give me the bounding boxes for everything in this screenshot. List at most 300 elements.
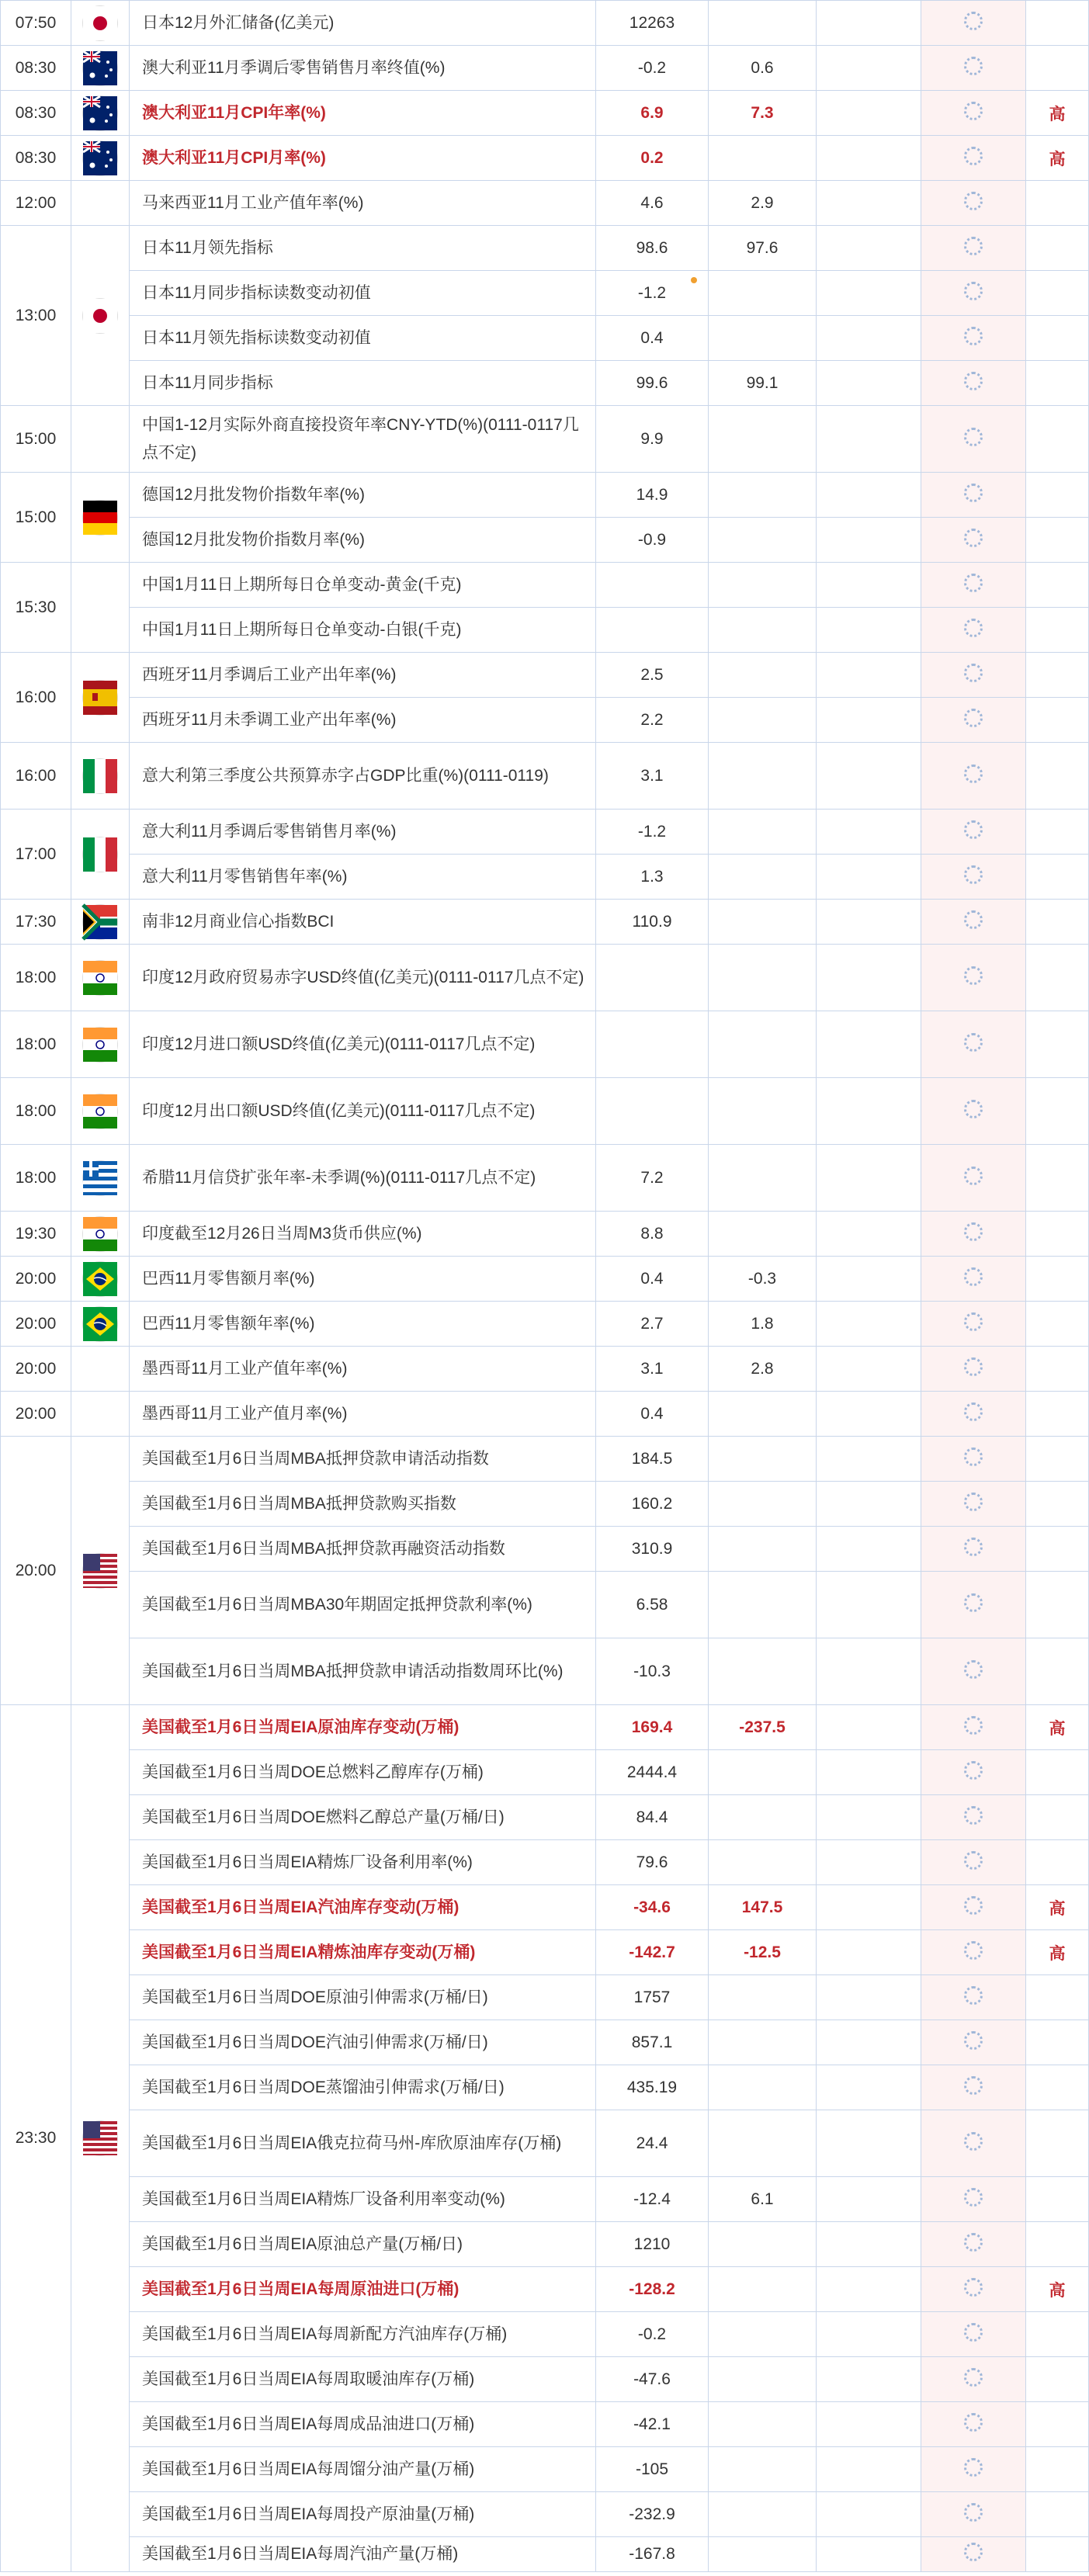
importance-badge [1026,2020,1089,2065]
event-label: 巴西11月零售额月率(%) [142,1269,315,1288]
importance-badge [1026,2492,1089,2537]
forecast-value [709,2267,817,2312]
loading-cell [921,2492,1026,2537]
event-label: 美国截至1月6日当周MBA抵押贷款再融资活动指数 [142,1539,505,1558]
table-row[interactable] [1,2357,1089,2402]
previous-value [817,1572,921,1638]
table-row[interactable] [1,1527,1089,1572]
time-cell: 18:00 [1,1011,71,1078]
event-label: 日本12月外汇储备(亿美元) [142,13,335,32]
loading-cell [921,1840,1026,1885]
actual-value: 0.4 [596,1392,709,1437]
event-label: 美国截至1月6日当周EIA每周取暖油库存(万桶) [142,2370,475,2388]
event-label: 美国截至1月6日当周EIA原油库存变动(万桶) [142,1718,460,1736]
flag-cell [71,743,130,810]
usa-flag-icon [83,2121,117,2155]
event-name [130,316,596,361]
event-name [130,1482,596,1527]
australia-flag-icon [83,96,117,130]
importance-badge [1026,2222,1089,2267]
previous-value [817,271,921,316]
event-label: 印度12月进口额USD终值(亿美元)(0111-0117几点不定) [142,1035,536,1053]
event-label: 美国截至1月6日当周EIA精炼厂设备利用率变动(%) [142,2189,505,2208]
loading-cell [921,136,1026,181]
loading-spinner-icon [964,2458,983,2477]
table-row[interactable] [1,1795,1089,1840]
importance-badge [1026,900,1089,945]
india-flag-icon [83,961,117,995]
forecast-value [709,1212,817,1257]
table-row[interactable] [1,1482,1089,1527]
importance-badge [1026,1482,1089,1527]
table-row[interactable] [1,608,1089,653]
loading-cell [921,181,1026,226]
importance-badge [1026,2312,1089,2357]
previous-value [817,1750,921,1795]
importance-badge: 高 [1026,1930,1089,1975]
forecast-value: 1.8 [709,1302,817,1347]
importance-badge: 高 [1026,136,1089,181]
forecast-value [709,406,817,473]
previous-value [817,226,921,271]
flag-cell [71,406,130,473]
previous-value [817,1392,921,1437]
previous-value [817,2537,921,2572]
loading-spinner-icon [964,1312,983,1331]
loading-cell [921,1795,1026,1840]
event-name [130,2492,596,2537]
actual-value: 8.8 [596,1212,709,1257]
importance-badge [1026,1527,1089,1572]
table-row[interactable] [1,2402,1089,2447]
event-name [130,1572,596,1638]
event-name [130,810,596,855]
table-row[interactable] [1,1392,1089,1437]
italy-flag-icon [83,837,117,872]
time-cell: 13:00 [1,226,71,406]
loading-spinner-icon [964,1593,983,1612]
india-flag-icon [83,1217,117,1251]
table-row[interactable] [1,2020,1089,2065]
table-row[interactable] [1,1930,1089,1975]
event-name [130,1257,596,1302]
forecast-value [709,1,817,46]
actual-value: -1.2 [596,810,709,855]
event-name [130,1011,596,1078]
previous-value [817,855,921,900]
actual-value: 7.2 [596,1145,709,1212]
forecast-value [709,518,817,563]
importance-badge [1026,698,1089,743]
loading-spinner-icon [964,1267,983,1286]
table-row[interactable] [1,1011,1089,1078]
loading-cell [921,1975,1026,2020]
table-row[interactable] [1,1840,1089,1885]
loading-spinner-icon [964,1660,983,1679]
event-label: 美国截至1月6日当周EIA每周投产原油量(万桶) [142,2505,475,2523]
flag-cell [71,1145,130,1212]
loading-spinner-icon [964,1100,983,1118]
actual-value: 2.5 [596,653,709,698]
event-label: 美国截至1月6日当周EIA精炼厂设备利用率(%) [142,1853,473,1871]
time-cell: 16:00 [1,653,71,743]
forecast-value [709,1392,817,1437]
actual-value: 24.4 [596,2110,709,2177]
forecast-value [709,900,817,945]
actual-value: 160.2 [596,1482,709,1527]
australia-flag-icon [83,141,117,175]
time-cell: 20:00 [1,1392,71,1437]
forecast-value [709,2537,817,2572]
forecast-value [709,1145,817,1212]
importance-badge [1026,226,1089,271]
loading-cell [921,1011,1026,1078]
event-label: 中国1月11日上期所每日仓单变动-白银(千克) [142,620,462,639]
forecast-value: -237.5 [709,1705,817,1750]
loading-cell [921,653,1026,698]
event-label: 美国截至1月6日当周MBA30年期固定抵押贷款利率(%) [142,1595,532,1614]
table-row[interactable] [1,743,1089,810]
time-cell: 15:00 [1,473,71,563]
time-cell: 08:30 [1,136,71,181]
table-row[interactable] [1,2537,1089,2572]
event-name [130,1,596,46]
loading-spinner-icon [964,282,983,300]
table-row[interactable] [1,2065,1089,2110]
loading-spinner-icon [964,2188,983,2207]
forecast-value [709,1975,817,2020]
importance-badge [1026,1437,1089,1482]
forecast-value [709,1078,817,1145]
loading-cell [921,810,1026,855]
loading-spinner-icon [964,966,983,985]
flag-cell [71,1,130,46]
event-name [130,46,596,91]
loading-spinner-icon [964,1447,983,1466]
table-row[interactable] [1,361,1089,406]
loading-cell [921,1437,1026,1482]
forecast-value [709,653,817,698]
importance-badge [1026,518,1089,563]
actual-value: -142.7 [596,1930,709,1975]
table-row[interactable] [1,945,1089,1011]
actual-value: -105 [596,2447,709,2492]
table-row[interactable] [1,226,1089,271]
table-row[interactable] [1,406,1089,473]
table-row[interactable] [1,1750,1089,1795]
importance-badge [1026,1302,1089,1347]
loading-spinner-icon [964,327,983,345]
previous-value [817,743,921,810]
table-row[interactable] [1,1572,1089,1638]
loading-spinner-icon [964,1896,983,1915]
table-row[interactable] [1,518,1089,563]
flag-cell [71,1705,130,2572]
actual-value: 2.7 [596,1302,709,1347]
table-row[interactable] [1,1347,1089,1392]
table-row[interactable] [1,698,1089,743]
loading-spinner-icon [964,147,983,165]
japan-flag-icon [83,299,117,333]
actual-value: 1210 [596,2222,709,2267]
table-row[interactable] [1,473,1089,518]
table-row[interactable] [1,46,1089,91]
table-row[interactable] [1,900,1089,945]
table-row[interactable] [1,2492,1089,2537]
forecast-value [709,316,817,361]
forecast-value [709,1750,817,1795]
loading-cell [921,2402,1026,2447]
table-row[interactable] [1,1885,1089,1930]
loading-cell [921,271,1026,316]
italy-flag-icon [83,759,117,793]
event-label: 美国截至1月6日当周EIA俄克拉荷马州-库欣原油库存(万桶) [142,2134,562,2152]
importance-badge [1026,2357,1089,2402]
time-cell: 16:00 [1,743,71,810]
previous-value [817,1975,921,2020]
table-row[interactable] [1,1975,1089,2020]
table-row[interactable] [1,2447,1089,2492]
importance-badge [1026,743,1089,810]
table-row[interactable] [1,1145,1089,1212]
forecast-value: 99.1 [709,361,817,406]
importance-badge [1026,1840,1089,1885]
loading-cell [921,608,1026,653]
event-label: 美国截至1月6日当周MBA抵押贷款购买指数 [142,1494,456,1513]
forecast-value [709,608,817,653]
loading-cell [921,1145,1026,1212]
previous-value [817,518,921,563]
importance-badge [1026,2537,1089,2572]
forecast-value [709,2447,817,2492]
previous-value [817,46,921,91]
time-cell: 07:50 [1,1,71,46]
loading-spinner-icon [964,372,983,390]
forecast-value [709,473,817,518]
flag-cell [71,473,130,563]
event-name [130,181,596,226]
forecast-value [709,945,817,1011]
event-label: 印度截至12月26日当周M3货币供应(%) [142,1224,422,1243]
table-row[interactable] [1,855,1089,900]
importance-badge [1026,1750,1089,1795]
event-name [130,1078,596,1145]
forecast-value [709,2110,817,2177]
table-row[interactable] [1,1638,1089,1705]
loading-cell [921,855,1026,900]
time-cell: 18:00 [1,1078,71,1145]
table-row[interactable] [1,810,1089,855]
event-name [130,2065,596,2110]
loading-spinner-icon [964,574,983,592]
loading-cell [921,2177,1026,2222]
importance-badge [1026,2065,1089,2110]
time-cell: 15:00 [1,406,71,473]
table-row[interactable] [1,653,1089,698]
importance-badge [1026,945,1089,1011]
event-name [130,2312,596,2357]
table-row[interactable] [1,1078,1089,1145]
actual-value: 857.1 [596,2020,709,2065]
loading-cell [921,2065,1026,2110]
loading-cell [921,1750,1026,1795]
loading-spinner-icon [964,1493,983,1511]
event-name [130,1638,596,1705]
table-row[interactable] [1,2312,1089,2357]
actual-value: 14.9 [596,473,709,518]
event-name [130,361,596,406]
actual-value: -0.9 [596,518,709,563]
previous-value [817,181,921,226]
event-label: 中国1月11日上期所每日仓单变动-黄金(千克) [142,575,462,594]
previous-value [817,1482,921,1527]
importance-badge [1026,181,1089,226]
forecast-value: 97.6 [709,226,817,271]
loading-spinner-icon [964,1033,983,1052]
time-cell: 08:30 [1,91,71,136]
loading-spinner-icon [964,1851,983,1870]
event-label: 美国截至1月6日当周MBA抵押贷款申请活动指数 [142,1449,489,1468]
loading-spinner-icon [964,1806,983,1825]
forecast-value: -12.5 [709,1930,817,1975]
event-name [130,2357,596,2402]
event-name [130,2020,596,2065]
actual-value [596,1011,709,1078]
importance-badge: 高 [1026,1885,1089,1930]
flag-cell [71,1302,130,1347]
spain-flag-icon [83,681,117,715]
previous-value [817,2267,921,2312]
loading-cell [921,2267,1026,2312]
table-row[interactable] [1,271,1089,316]
loading-spinner-icon [964,428,983,446]
previous-value [817,608,921,653]
event-name [130,563,596,608]
previous-value [817,1795,921,1840]
flag-cell [71,91,130,136]
forecast-value [709,1437,817,1482]
table-row[interactable] [1,2110,1089,2177]
table-row[interactable] [1,91,1089,136]
table-row[interactable] [1,1437,1089,1482]
event-label: 西班牙11月季调后工业产出年率(%) [142,665,397,684]
event-name [130,1347,596,1392]
table-row[interactable] [1,563,1089,608]
importance-badge [1026,46,1089,91]
actual-value [596,1078,709,1145]
importance-badge [1026,1347,1089,1392]
flag-cell [71,1347,130,1392]
loading-spinner-icon [964,709,983,727]
table-row[interactable] [1,1705,1089,1750]
loading-cell [921,1,1026,46]
loading-cell [921,1482,1026,1527]
event-label: 美国截至1月6日当周DOE总燃料乙醇库存(万桶) [142,1763,484,1781]
update-dot-icon [691,277,697,283]
importance-badge [1026,563,1089,608]
actual-value: 12263 [596,1,709,46]
loading-cell [921,226,1026,271]
previous-value [817,1011,921,1078]
table-row[interactable] [1,2267,1089,2312]
actual-value: -12.4 [596,2177,709,2222]
flag-cell [71,563,130,653]
importance-badge: 高 [1026,91,1089,136]
table-row[interactable] [1,1302,1089,1347]
importance-badge: 高 [1026,2267,1089,2312]
importance-badge [1026,2110,1089,2177]
actual-value: -34.6 [596,1885,709,1930]
forecast-value [709,1011,817,1078]
time-cell: 20:00 [1,1302,71,1347]
importance-badge [1026,1638,1089,1705]
previous-value [817,136,921,181]
event-name [130,1885,596,1930]
event-name [130,518,596,563]
forecast-value [709,698,817,743]
table-row[interactable] [1,2177,1089,2222]
table-row[interactable] [1,2222,1089,2267]
actual-value [596,563,709,608]
actual-value [596,608,709,653]
event-label: 美国截至1月6日当周EIA每周新配方汽油库存(万桶) [142,2325,508,2343]
flag-cell [71,1078,130,1145]
event-label: 意大利11月季调后零售销售月率(%) [142,822,397,841]
previous-value [817,2020,921,2065]
time-cell: 19:30 [1,1212,71,1257]
previous-value [817,316,921,361]
greece-flag-icon [83,1161,117,1195]
forecast-value [709,1638,817,1705]
loading-cell [921,563,1026,608]
table-row[interactable] [1,1,1089,46]
loading-spinner-icon [964,865,983,884]
loading-cell [921,46,1026,91]
table-row[interactable] [1,1257,1089,1302]
forecast-value: 147.5 [709,1885,817,1930]
forecast-value [709,743,817,810]
event-label: 澳大利亚11月CPI年率(%) [142,103,326,122]
event-name [130,2267,596,2312]
event-name [130,2177,596,2222]
time-cell: 17:00 [1,810,71,900]
time-cell: 18:00 [1,945,71,1011]
event-label: 美国截至1月6日当周DOE蒸馏油引伸需求(万桶/日) [142,2078,505,2096]
event-name [130,271,596,316]
time-cell: 20:00 [1,1347,71,1392]
table-row[interactable] [1,136,1089,181]
importance-badge [1026,810,1089,855]
importance-badge [1026,2177,1089,2222]
event-label: 希腊11月信贷扩张年率-未季调(%)(0111-0117几点不定) [142,1168,536,1187]
loading-cell [921,2222,1026,2267]
event-name [130,1930,596,1975]
actual-value: 0.4 [596,316,709,361]
loading-cell [921,945,1026,1011]
brazil-flag-icon [83,1262,117,1296]
event-label: 澳大利亚11月季调后零售销售月率终值(%) [142,58,446,77]
previous-value [817,2312,921,2357]
time-cell: 20:00 [1,1257,71,1302]
table-row[interactable] [1,181,1089,226]
event-label: 巴西11月零售额年率(%) [142,1314,315,1333]
forecast-value [709,2222,817,2267]
actual-value: 435.19 [596,2065,709,2110]
table-row[interactable] [1,316,1089,361]
event-label: 印度12月出口额USD终值(亿美元)(0111-0117几点不定) [142,1101,536,1120]
event-label: 墨西哥11月工业产值月率(%) [142,1404,348,1423]
table-row[interactable] [1,1212,1089,1257]
